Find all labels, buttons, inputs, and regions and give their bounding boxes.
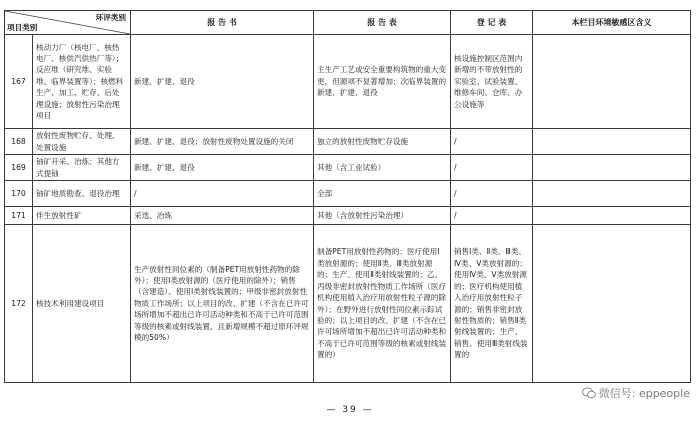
project-category: 伴生放射性矿 xyxy=(33,207,131,225)
report-form-cell: 独立的放射性废物贮存设施 xyxy=(314,129,451,155)
header-eia-category: 环评类别 xyxy=(95,13,126,22)
header-sensitive-area: 本栏目环境敏感区含义 xyxy=(533,11,691,35)
table-row xyxy=(5,129,691,155)
table-row xyxy=(5,155,691,181)
eia-classification-table xyxy=(4,10,691,383)
sensitive-area-cell xyxy=(533,35,691,129)
registration-cell: / xyxy=(451,181,533,207)
sensitive-area-cell xyxy=(533,207,691,225)
registration-cell: / xyxy=(451,129,533,155)
row-number: 169 xyxy=(5,155,33,181)
header-row xyxy=(5,11,691,35)
report-book-cell: 新建、扩建、退役；放射性废物处置设施的关闭 xyxy=(131,129,314,155)
registration-cell: 销售Ⅰ类、Ⅱ类、Ⅲ类、Ⅳ类、Ⅴ类放射源的；使用Ⅳ类、Ⅴ类放射源的；医疗机构使用植入治疗用放射性粒子源的；销售非密封放射性物质的；销售Ⅱ类射线装置的；生产、销售、使用Ⅲ类射线装置的 xyxy=(451,225,533,383)
watermark-text: 微信号: eppeople xyxy=(598,387,690,400)
sensitive-area-cell xyxy=(533,181,691,207)
diagonal-header-cell xyxy=(5,11,131,35)
row-number: 172 xyxy=(5,225,33,383)
sensitive-area-cell xyxy=(533,129,691,155)
project-category: 铀矿开采、冶炼；其他方式提铀 xyxy=(33,155,131,181)
wechat-icon xyxy=(582,387,596,399)
report-book-cell: 采选、冶炼 xyxy=(131,207,314,225)
table-row xyxy=(5,181,691,207)
table-row xyxy=(5,35,691,129)
registration-cell: 核设施控制区范围内新增的不带放射性的实验室、试验装置、维修车间、仓库、办公设施等 xyxy=(451,35,533,129)
report-form-cell: 其他（含工业试验） xyxy=(314,155,451,181)
table-row xyxy=(5,225,691,383)
header-registration: 登 记 表 xyxy=(451,11,533,35)
header-report-book: 报 告 书 xyxy=(131,11,314,35)
row-number: 168 xyxy=(5,129,33,155)
row-number: 167 xyxy=(5,35,33,129)
project-category: 核动力厂（核电厂、核热电厂、核供汽供热厂等）；反应堆（研究堆、实验堆、临界装置等）；核燃料生产、加工、贮存、后处理设施；放射性污染治理项目 xyxy=(33,35,131,129)
page-number: — 39 — xyxy=(326,405,374,415)
report-form-cell: 其他（含放射性污染治理） xyxy=(314,207,451,225)
report-book-cell: / xyxy=(131,181,314,207)
project-category: 核技术利用建设项目 xyxy=(33,225,131,383)
report-book-cell: 新建、扩建、退役 xyxy=(131,155,314,181)
watermark xyxy=(582,385,690,401)
project-category: 铀矿地质勘查、退役治理 xyxy=(33,181,131,207)
report-book-cell: 生产放射性同位素的（制备PET用放射性药物的除外）；使用I类放射源的（医疗使用的除外）；销售（含建造）、使用I类射线装置的；甲级非密封放射性物质工作场所；以上项目的改、扩建（不含在已许可场所增加不超出已许可活动种类和不高于已许可范围等级的核素或射线装置，且新增规模不超过原环评规模的50%） xyxy=(131,225,314,383)
header-project-category: 项目类别 xyxy=(7,22,38,32)
sensitive-area-cell xyxy=(533,155,691,181)
header-report-form: 报 告 表 xyxy=(314,11,451,35)
report-form-cell: 全部 xyxy=(314,181,451,207)
report-book-cell: 新建、扩建、退役 xyxy=(131,35,314,129)
row-number: 171 xyxy=(5,207,33,225)
report-form-cell: 主生产工艺或安全重要构筑物的重大变更，但源项不显著增加；次临界装置的新建、扩建、退役 xyxy=(314,35,451,129)
row-number: 170 xyxy=(5,181,33,207)
project-category: 放射性废物贮存、处理、处置设施 xyxy=(33,129,131,155)
table-row xyxy=(5,207,691,225)
registration-cell: / xyxy=(451,207,533,225)
report-form-cell: 制备PET用放射性药物的；医疗使用Ⅰ类放射源的；使用Ⅱ类、Ⅲ类放射源的；生产、使用Ⅱ类射线装置的；乙、丙级非密封放射性物质工作场所（医疗机构使用植入治疗用放射性粒子源的除外）；在野外进行放射性同位素示踪试验的；以上项目的改、扩建（不含在已许可场所增加不超出已许可活动种类和不高于已许可范围等级的核素或射线装置的） xyxy=(314,225,451,383)
registration-cell: / xyxy=(451,155,533,181)
sensitive-area-cell xyxy=(533,225,691,383)
